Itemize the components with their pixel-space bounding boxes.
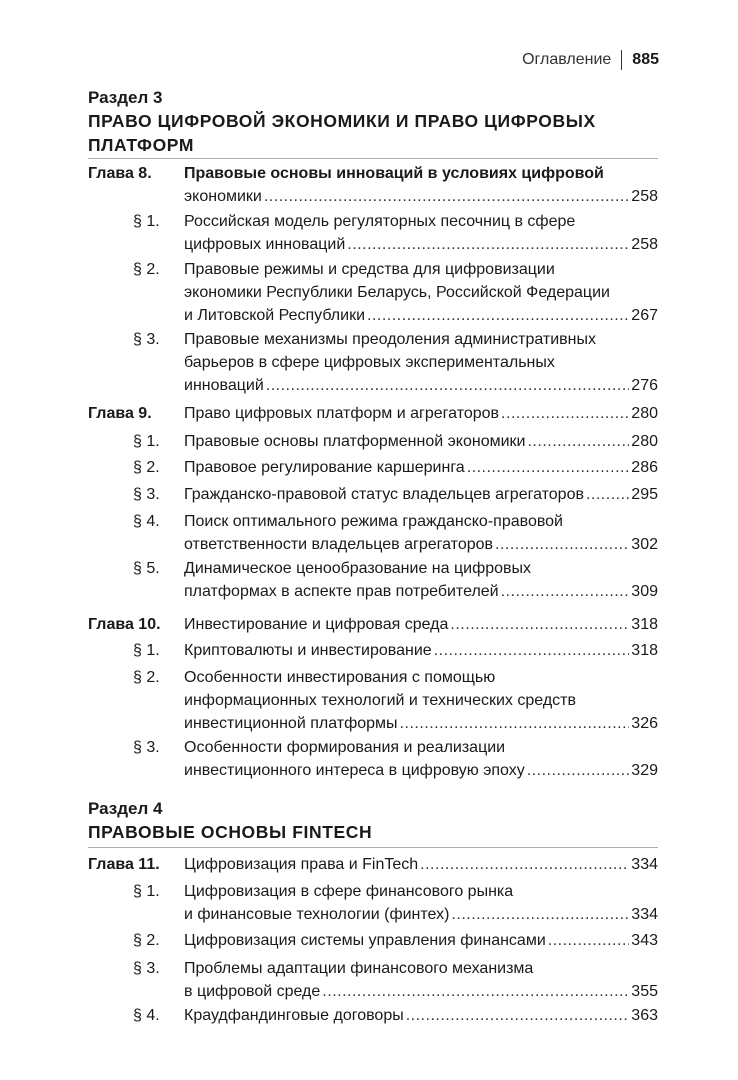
entry-title-line: Цифровизация в сфере финансового рынка bbox=[184, 883, 514, 900]
entry-title bbox=[184, 258, 658, 327]
running-header bbox=[522, 50, 659, 70]
toc-paragraph-entry[interactable] bbox=[88, 210, 658, 256]
entry-title-line: цифровых инноваций bbox=[184, 236, 346, 253]
entry-page-number: 334 bbox=[631, 856, 658, 873]
entry-title-line: информационных технологий и технических средств bbox=[184, 692, 576, 709]
toc-chapter-entry[interactable] bbox=[88, 162, 658, 208]
entry-title bbox=[184, 328, 658, 397]
entry-title-line: экономики Республики Беларусь, Российской Федерации bbox=[184, 284, 610, 301]
entry-title bbox=[184, 483, 658, 506]
entry-title-line: Правовые режимы и средства для цифровизации bbox=[184, 261, 555, 278]
entry-title-line: ответственности владельцев агрегаторов bbox=[184, 536, 494, 553]
entry-title-line: экономики bbox=[184, 188, 262, 205]
entry-page-number: 258 bbox=[631, 236, 658, 253]
entry-last-line bbox=[184, 533, 658, 556]
entry-last-line bbox=[184, 712, 658, 735]
entry-title-line: Гражданско-правовой статус владельцев агрегаторов bbox=[184, 486, 584, 503]
entry-page-number: 318 bbox=[631, 642, 658, 659]
entry-last-line bbox=[184, 639, 658, 662]
toc-paragraph-entry[interactable] bbox=[88, 957, 658, 1003]
section-3-title bbox=[88, 109, 668, 157]
entry-last-line bbox=[184, 374, 658, 397]
entry-page-number: 258 bbox=[631, 188, 658, 205]
entry-title-line: Особенности формирования и реализации bbox=[184, 739, 506, 756]
entry-title-line: инвестиционной платформы bbox=[184, 715, 398, 732]
entry-title-line: Правовое регулирование каршеринга bbox=[184, 459, 465, 476]
entry-title-line: барьеров в сфере цифровых экспериментальных bbox=[184, 354, 555, 371]
entry-title bbox=[184, 430, 658, 453]
dot-leader bbox=[451, 903, 629, 926]
dot-leader bbox=[527, 759, 630, 782]
entry-title-line: Правовые основы платформенной экономики bbox=[184, 433, 526, 450]
chapter-number: Глава 10. bbox=[88, 616, 161, 633]
entry-page-number: 363 bbox=[631, 1007, 658, 1024]
page-number: 885 bbox=[632, 51, 659, 68]
toc-paragraph-entry[interactable] bbox=[88, 328, 658, 397]
entry-page-number: 355 bbox=[631, 983, 658, 1000]
dot-leader bbox=[347, 233, 629, 256]
dot-leader bbox=[400, 712, 630, 735]
entry-page-number: 326 bbox=[631, 715, 658, 732]
section-4-title-line: ПРАВОВЫЕ ОСНОВЫ FINTECH bbox=[88, 822, 373, 842]
paragraph-number: § 5. bbox=[133, 560, 160, 577]
entry-page-number: 318 bbox=[631, 616, 658, 633]
toc-paragraph-entry[interactable] bbox=[88, 880, 658, 926]
dot-leader bbox=[450, 613, 629, 636]
entry-page-number: 309 bbox=[631, 583, 658, 600]
entry-title bbox=[184, 510, 658, 556]
entry-title bbox=[184, 210, 658, 256]
toc-chapter-entry[interactable] bbox=[88, 853, 658, 876]
entry-title-line: Поиск оптимального режима гражданско-правовой bbox=[184, 513, 563, 530]
entry-page-number: 302 bbox=[631, 536, 658, 553]
entry-page-number: 286 bbox=[631, 459, 658, 476]
dot-leader bbox=[527, 430, 629, 453]
entry-title-line: Краудфандинговые договоры bbox=[184, 1007, 404, 1024]
entry-last-line bbox=[184, 483, 658, 506]
entry-title bbox=[184, 957, 658, 1003]
toc-paragraph-entry[interactable] bbox=[88, 736, 658, 782]
toc-chapter-entry[interactable] bbox=[88, 613, 658, 636]
entry-title bbox=[184, 666, 658, 735]
entry-title-line: Особенности инвестирования с помощью bbox=[184, 669, 496, 686]
paragraph-number: § 1. bbox=[133, 213, 160, 230]
toc-chapter-entry[interactable] bbox=[88, 402, 658, 425]
paragraph-number: § 4. bbox=[133, 513, 160, 530]
entry-title-line: Цифровизация системы управления финансами bbox=[184, 932, 546, 949]
entry-last-line bbox=[184, 233, 658, 256]
entry-title-line: Цифровизация права и FinTech bbox=[184, 856, 419, 873]
dot-leader bbox=[586, 483, 629, 506]
entry-last-line bbox=[184, 980, 658, 1003]
section-3-title-line: ПЛАТФОРМ bbox=[88, 135, 195, 155]
dot-leader bbox=[420, 853, 629, 876]
entry-title-line: Правовые механизмы преодоления административных bbox=[184, 331, 597, 348]
paragraph-number: § 4. bbox=[133, 1007, 160, 1024]
entry-last-line bbox=[184, 402, 658, 425]
paragraph-number: § 3. bbox=[133, 486, 160, 503]
entry-title-line: и финансовые технологии (финтех) bbox=[184, 906, 450, 923]
running-header-title: Оглавление bbox=[522, 51, 612, 68]
toc-paragraph-entry[interactable] bbox=[88, 456, 658, 479]
dot-leader bbox=[501, 402, 629, 425]
chapter-number: Глава 9. bbox=[88, 405, 152, 422]
entry-title-line: Динамическое ценообразование на цифровых bbox=[184, 560, 532, 577]
chapter-number: Глава 11. bbox=[88, 856, 160, 873]
entry-title bbox=[184, 929, 658, 952]
dot-leader bbox=[434, 639, 630, 662]
entry-last-line bbox=[184, 456, 658, 479]
entry-page-number: 280 bbox=[631, 405, 658, 422]
entry-title bbox=[184, 456, 658, 479]
entry-title bbox=[184, 853, 658, 876]
entry-title bbox=[184, 1004, 658, 1027]
entry-last-line bbox=[184, 613, 658, 636]
toc-paragraph-entry[interactable] bbox=[88, 483, 658, 506]
toc-paragraph-entry[interactable] bbox=[88, 258, 658, 327]
paragraph-number: § 1. bbox=[133, 642, 160, 659]
dot-leader bbox=[266, 374, 630, 397]
entry-title-line: и Литовской Республики bbox=[184, 307, 366, 324]
entry-last-line bbox=[184, 304, 658, 327]
entry-title-line: Правовые основы инноваций в условиях цифровой bbox=[184, 165, 604, 182]
toc-paragraph-entry[interactable] bbox=[88, 666, 658, 735]
paragraph-number: § 3. bbox=[133, 331, 160, 348]
entry-page-number: 295 bbox=[631, 486, 658, 503]
entry-last-line bbox=[184, 1004, 658, 1027]
toc-paragraph-entry[interactable] bbox=[88, 1004, 658, 1027]
entry-last-line bbox=[184, 430, 658, 453]
entry-last-line bbox=[184, 185, 658, 208]
entry-last-line bbox=[184, 903, 658, 926]
entry-title bbox=[184, 736, 658, 782]
paragraph-number: § 1. bbox=[133, 883, 160, 900]
dot-leader bbox=[548, 929, 630, 952]
entry-page-number: 334 bbox=[631, 906, 658, 923]
entry-title-line: инноваций bbox=[184, 377, 264, 394]
entry-title-line: Инвестирование и цифровая среда bbox=[184, 616, 449, 633]
dot-leader bbox=[406, 1004, 630, 1027]
dot-leader bbox=[495, 533, 629, 556]
entry-title bbox=[184, 639, 658, 662]
entry-title bbox=[184, 613, 658, 636]
toc-paragraph-entry[interactable] bbox=[88, 430, 658, 453]
section-3-rule bbox=[88, 158, 658, 159]
toc-paragraph-entry[interactable] bbox=[88, 639, 658, 662]
section-4-title bbox=[88, 820, 668, 844]
entry-page-number: 280 bbox=[631, 433, 658, 450]
entry-page-number: 329 bbox=[631, 762, 658, 779]
paragraph-number: § 2. bbox=[133, 261, 160, 278]
entry-page-number: 267 bbox=[631, 307, 658, 324]
entry-title-line: платформах в аспекте прав потребителей bbox=[184, 583, 499, 600]
entry-last-line bbox=[184, 929, 658, 952]
entry-last-line bbox=[184, 580, 658, 603]
section-4-label: Раздел 4 bbox=[88, 799, 163, 818]
section-3-title-line: ПРАВО ЦИФРОВОЙ ЭКОНОМИКИ И ПРАВО ЦИФРОВЫХ bbox=[88, 111, 596, 131]
entry-title-line: Проблемы адаптации финансового механизма bbox=[184, 960, 534, 977]
dot-leader bbox=[467, 456, 630, 479]
entry-title bbox=[184, 880, 658, 926]
chapter-number: Глава 8. bbox=[88, 165, 152, 182]
dot-leader bbox=[322, 980, 629, 1003]
entry-title bbox=[184, 162, 658, 208]
section-4-rule bbox=[88, 847, 658, 848]
paragraph-number: § 3. bbox=[133, 739, 160, 756]
dot-leader bbox=[367, 304, 629, 327]
entry-title bbox=[184, 557, 658, 603]
entry-title-line: в цифровой среде bbox=[184, 983, 321, 1000]
toc-paragraph-entry[interactable] bbox=[88, 557, 658, 603]
entry-last-line bbox=[184, 759, 658, 782]
paragraph-number: § 2. bbox=[133, 459, 160, 476]
paragraph-number: § 1. bbox=[133, 433, 160, 450]
entry-title-line: Право цифровых платформ и агрегаторов bbox=[184, 405, 500, 422]
entry-page-number: 343 bbox=[631, 932, 658, 949]
dot-leader bbox=[264, 185, 629, 208]
entry-title-line: Криптовалюты и инвестирование bbox=[184, 642, 432, 659]
entry-title-line: инвестиционного интереса в цифровую эпоху bbox=[184, 762, 525, 779]
entry-page-number: 276 bbox=[631, 377, 658, 394]
toc-paragraph-entry[interactable] bbox=[88, 929, 658, 952]
entry-last-line bbox=[184, 853, 658, 876]
entry-title-line: Российская модель регуляторных песочниц в сфере bbox=[184, 213, 576, 230]
paragraph-number: § 2. bbox=[133, 932, 160, 949]
header-divider bbox=[621, 50, 622, 70]
section-3-label: Раздел 3 bbox=[88, 88, 163, 107]
paragraph-number: § 2. bbox=[133, 669, 160, 686]
paragraph-number: § 3. bbox=[133, 960, 160, 977]
dot-leader bbox=[501, 580, 630, 603]
toc-paragraph-entry[interactable] bbox=[88, 510, 658, 556]
entry-title bbox=[184, 402, 658, 425]
